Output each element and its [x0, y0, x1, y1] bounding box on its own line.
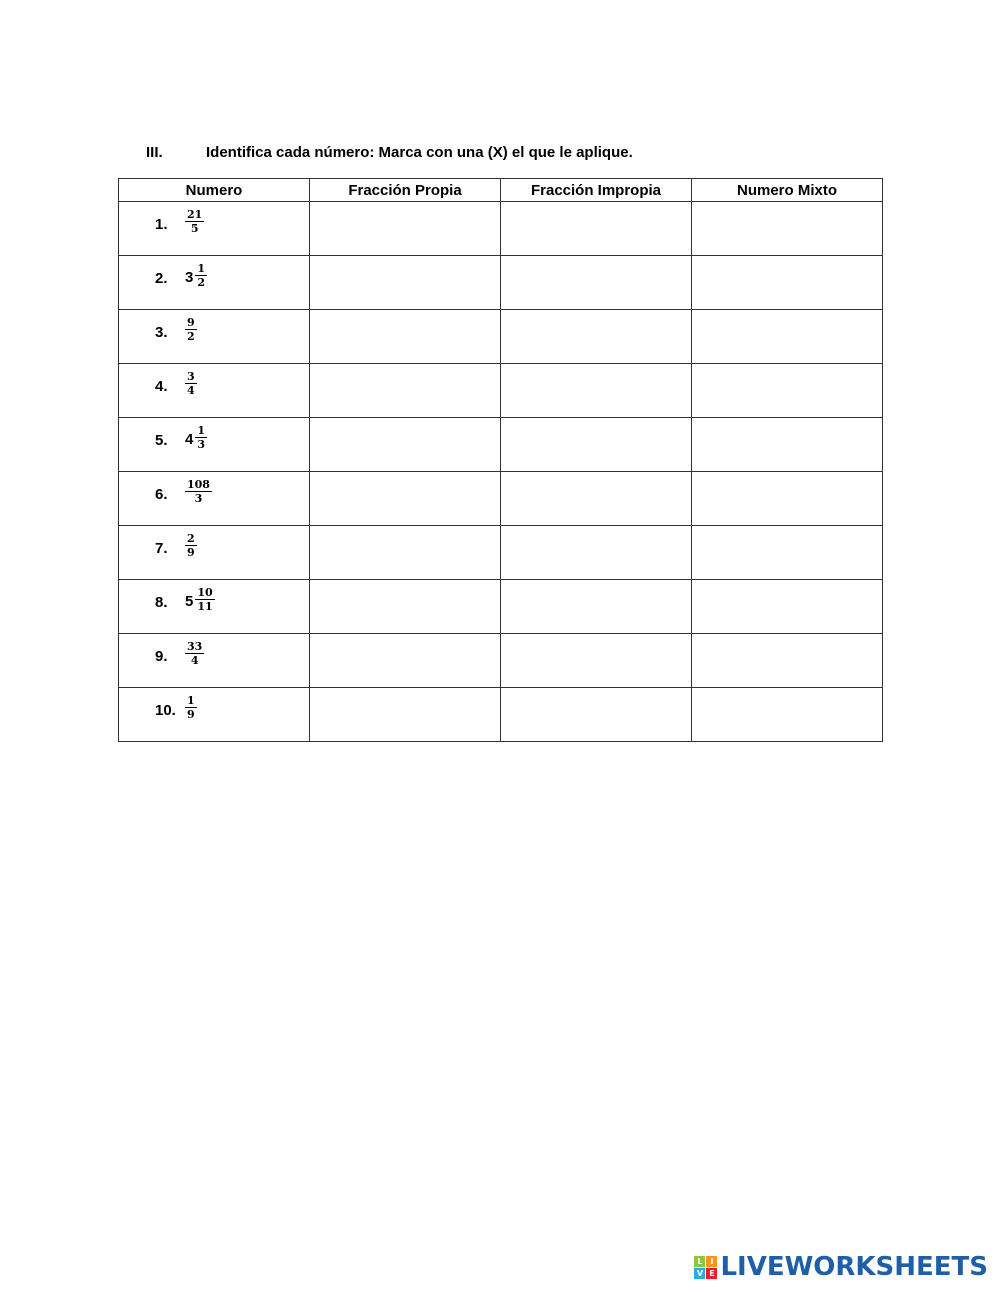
answer-cell-fraccion-impropia[interactable]: [501, 418, 692, 472]
table-row: [119, 634, 883, 688]
answer-cell-fraccion-impropia[interactable]: [501, 202, 692, 256]
fraction: [185, 640, 204, 667]
number-cell: [119, 472, 310, 526]
logo-mark-l: L: [694, 1256, 705, 1267]
numerator: 2: [187, 532, 195, 545]
table-row: [119, 688, 883, 742]
answer-cell-numero-mixto[interactable]: [692, 418, 883, 472]
section-number: III.: [146, 144, 163, 161]
header-fraccion-propia: Fracción Propia: [310, 179, 501, 202]
denominator: 3: [197, 438, 205, 451]
header-fraccion-impropia: Fracción Impropia: [501, 179, 692, 202]
numerator: 1: [197, 424, 205, 437]
denominator: 9: [187, 546, 195, 559]
number-item: [155, 640, 204, 667]
instruction-text: Identifica cada número: Marca con una (X) el que le aplique.: [206, 144, 633, 161]
table-header-row: [119, 179, 883, 202]
answer-cell-numero-mixto[interactable]: [692, 256, 883, 310]
answer-cell-fraccion-impropia[interactable]: [501, 364, 692, 418]
table-row: [119, 472, 883, 526]
number-cell: [119, 256, 310, 310]
table-row: [119, 256, 883, 310]
number-cell: [119, 310, 310, 364]
item-index: 1.: [155, 216, 168, 233]
answer-cell-fraccion-propia[interactable]: [310, 526, 501, 580]
answer-cell-fraccion-propia[interactable]: [310, 418, 501, 472]
answer-cell-fraccion-propia[interactable]: [310, 472, 501, 526]
answer-cell-numero-mixto[interactable]: [692, 634, 883, 688]
number-cell: [119, 634, 310, 688]
number-cell: [119, 688, 310, 742]
answer-cell-fraccion-impropia[interactable]: [501, 310, 692, 364]
denominator: 11: [197, 600, 213, 613]
header-numero: Numero: [119, 179, 310, 202]
denominator: 2: [187, 330, 195, 343]
answer-cell-fraccion-impropia[interactable]: [501, 634, 692, 688]
item-index: 9.: [155, 648, 168, 665]
answer-cell-fraccion-propia[interactable]: [310, 580, 501, 634]
logo-mark-i: I: [706, 1256, 717, 1267]
number-item: [155, 424, 207, 451]
numerator: 108: [187, 478, 210, 491]
section-heading: [146, 144, 633, 161]
answer-cell-numero-mixto[interactable]: [692, 364, 883, 418]
table-row: [119, 310, 883, 364]
table-row: [119, 580, 883, 634]
fraction: [185, 316, 197, 343]
number-item: [155, 262, 207, 289]
classification-table: [118, 178, 883, 742]
number-item: [155, 478, 212, 505]
item-index: 7.: [155, 540, 168, 557]
whole-part: 5: [185, 593, 194, 610]
table-row: [119, 202, 883, 256]
fraction: [195, 586, 214, 613]
fraction: [185, 370, 197, 397]
numerator: 1: [197, 262, 205, 275]
answer-cell-fraccion-impropia[interactable]: [501, 472, 692, 526]
fraction: [185, 532, 197, 559]
answer-cell-fraccion-propia[interactable]: [310, 256, 501, 310]
number-item: [155, 694, 197, 721]
answer-cell-fraccion-impropia[interactable]: [501, 580, 692, 634]
numerator: 33: [187, 640, 203, 653]
answer-cell-numero-mixto[interactable]: [692, 526, 883, 580]
answer-cell-fraccion-propia[interactable]: [310, 310, 501, 364]
item-index: 6.: [155, 486, 168, 503]
logo-text: LIVEWORKSHEETS: [720, 1252, 988, 1282]
number-cell: [119, 202, 310, 256]
denominator: 3: [194, 492, 203, 505]
denominator: 4: [187, 384, 195, 397]
item-index: 5.: [155, 432, 168, 449]
denominator: 2: [197, 276, 205, 289]
number-item: [155, 586, 215, 613]
answer-cell-fraccion-impropia[interactable]: [501, 256, 692, 310]
answer-cell-fraccion-propia[interactable]: [310, 634, 501, 688]
answer-cell-fraccion-impropia[interactable]: [501, 688, 692, 742]
number-cell: [119, 364, 310, 418]
denominator: 9: [187, 708, 195, 721]
number-item: [155, 532, 197, 559]
item-index: 3.: [155, 324, 168, 341]
liveworksheets-logo: [694, 1252, 988, 1282]
item-index: 4.: [155, 378, 168, 395]
answer-cell-fraccion-propia[interactable]: [310, 202, 501, 256]
numerator: 3: [187, 370, 195, 383]
denominator: 4: [190, 654, 199, 667]
numerator: 1: [187, 694, 195, 707]
header-numero-mixto: Numero Mixto: [692, 179, 883, 202]
logo-mark-icon: [694, 1256, 717, 1279]
numerator: 9: [187, 316, 195, 329]
numerator: 10: [197, 586, 213, 599]
answer-cell-fraccion-propia[interactable]: [310, 688, 501, 742]
whole-part: 3: [185, 269, 194, 286]
fraction: [185, 478, 212, 505]
answer-cell-numero-mixto[interactable]: [692, 688, 883, 742]
table-row: [119, 418, 883, 472]
answer-cell-numero-mixto[interactable]: [692, 472, 883, 526]
fraction: [185, 694, 197, 721]
numerator: 21: [187, 208, 203, 221]
table-row: [119, 364, 883, 418]
table-row: [119, 526, 883, 580]
number-cell: [119, 580, 310, 634]
whole-part: 4: [185, 431, 194, 448]
answer-cell-numero-mixto[interactable]: [692, 310, 883, 364]
item-index: 8.: [155, 594, 168, 611]
denominator: 5: [190, 222, 199, 235]
logo-mark-v: V: [694, 1268, 705, 1279]
fraction: [185, 208, 204, 235]
number-cell: [119, 526, 310, 580]
answer-cell-fraccion-impropia[interactable]: [501, 526, 692, 580]
number-item: [155, 370, 197, 397]
fraction: [195, 424, 207, 451]
logo-mark-e: E: [706, 1268, 717, 1279]
answer-cell-fraccion-propia[interactable]: [310, 364, 501, 418]
item-index: 2.: [155, 270, 168, 287]
item-index: 10.: [155, 702, 176, 719]
number-cell: [119, 418, 310, 472]
answer-cell-numero-mixto[interactable]: [692, 202, 883, 256]
answer-cell-numero-mixto[interactable]: [692, 580, 883, 634]
number-item: [155, 316, 197, 343]
number-item: [155, 208, 204, 235]
fraction: [195, 262, 207, 289]
